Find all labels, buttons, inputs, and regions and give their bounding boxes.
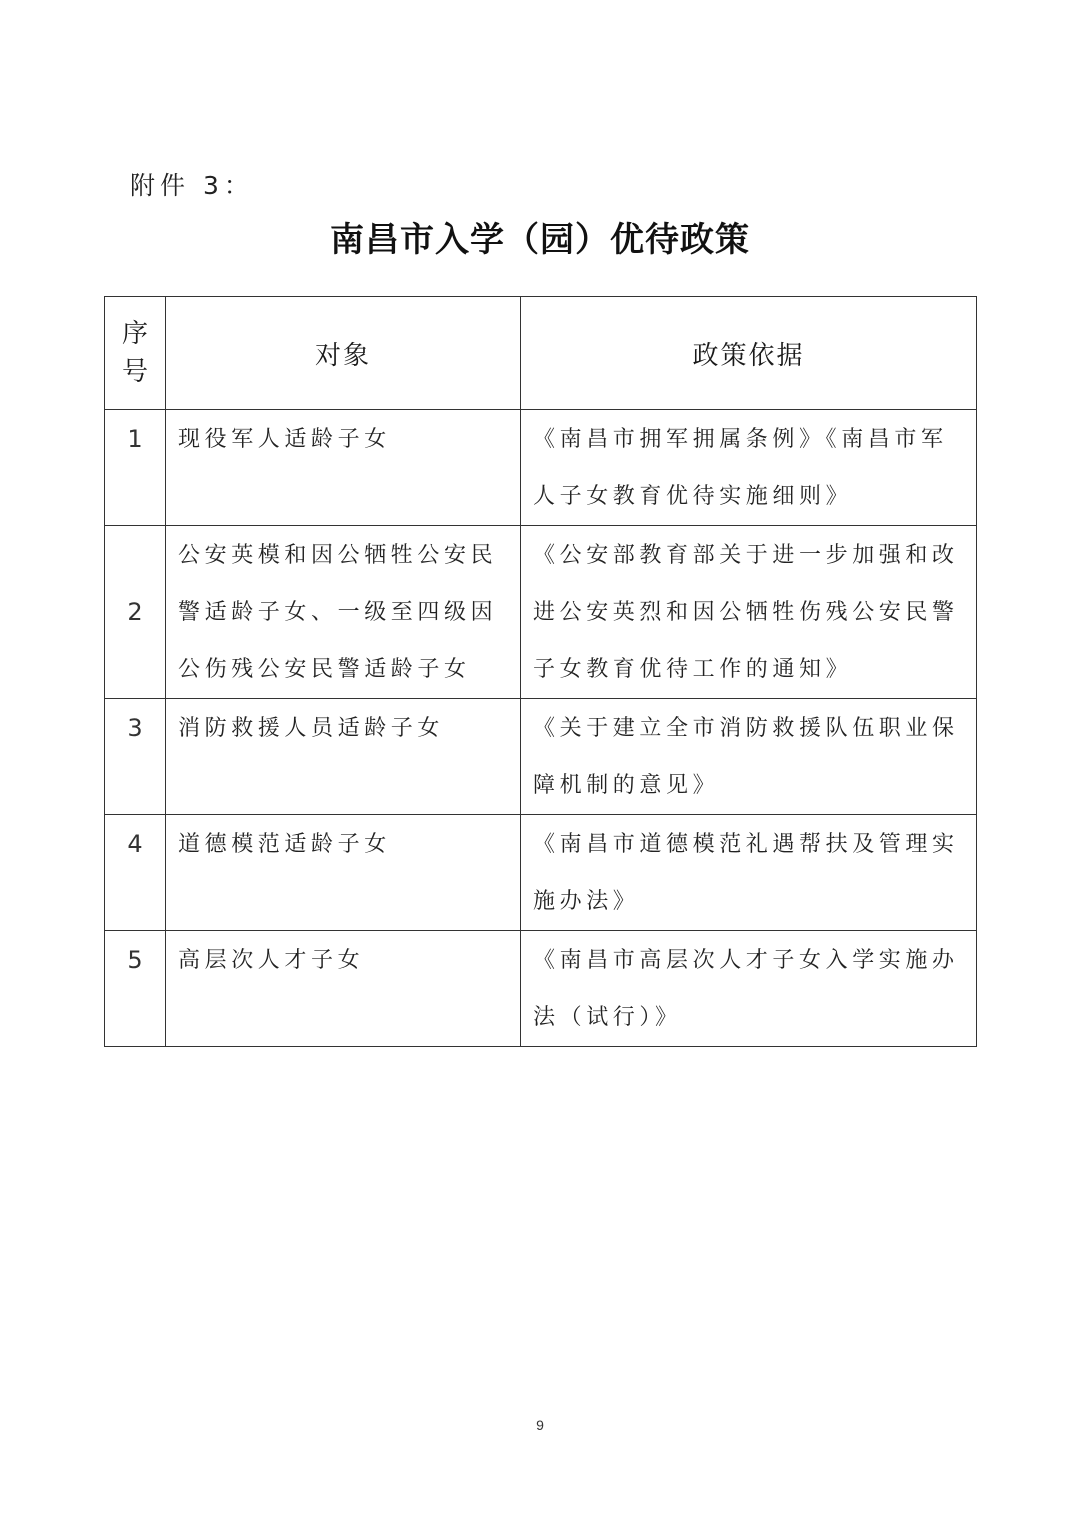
row-target: 公安英模和因公牺牲公安民警适龄子女、一级至四级因公伤残公安民警适龄子女 — [166, 526, 521, 699]
row-basis: 《公安部教育部关于进一步加强和改进公安英烈和因公牺牲伤残公安民警子女教育优待工作的通知》 — [521, 526, 977, 699]
row-index: 1 — [105, 410, 166, 526]
header-basis: 政策依据 — [521, 297, 977, 410]
policy-table — [104, 296, 977, 1047]
row-index: 4 — [105, 815, 166, 931]
table-row — [105, 410, 977, 526]
row-index: 5 — [105, 931, 166, 1047]
row-basis: 《关于建立全市消防救援队伍职业保障机制的意见》 — [521, 699, 977, 815]
row-basis: 《南昌市拥军拥属条例》《南昌市军人子女教育优待实施细则》 — [521, 410, 977, 526]
table-row — [105, 931, 977, 1047]
table-row — [105, 699, 977, 815]
row-index: 2 — [105, 526, 166, 699]
table-row — [105, 526, 977, 699]
header-target: 对象 — [166, 297, 521, 410]
header-index-line2: 号 — [121, 357, 148, 387]
row-basis: 《南昌市高层次人才子女入学实施办法（试行）》 — [521, 931, 977, 1047]
row-target: 道德模范适龄子女 — [166, 815, 521, 931]
row-index: 3 — [105, 699, 166, 815]
table-row — [105, 815, 977, 931]
header-index-line1: 序 — [121, 319, 148, 349]
table-header-row — [105, 297, 977, 410]
document-title: 南昌市入学（园）优待政策 — [330, 220, 750, 260]
row-basis: 《南昌市道德模范礼遇帮扶及管理实施办法》 — [521, 815, 977, 931]
attachment-label: 附件 3： — [130, 171, 254, 200]
row-target: 现役军人适龄子女 — [166, 410, 521, 526]
row-target: 消防救援人员适龄子女 — [166, 699, 521, 815]
header-index — [105, 297, 166, 410]
row-target: 高层次人才子女 — [166, 931, 521, 1047]
page-number: 9 — [536, 1417, 544, 1433]
